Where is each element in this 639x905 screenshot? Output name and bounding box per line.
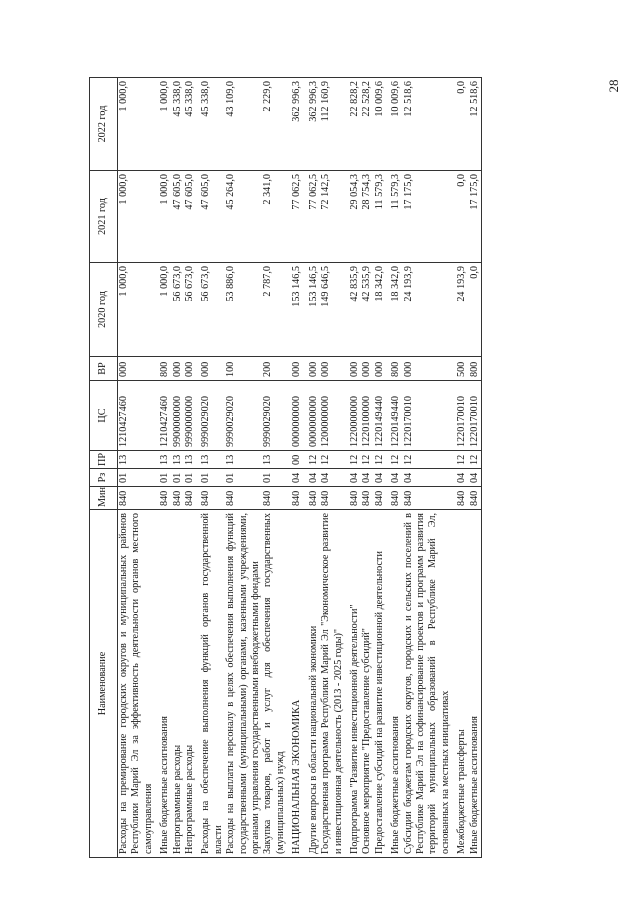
row-min: 840: [287, 487, 303, 510]
row-name: Закупка товаров, работ и услуг для обеспечения государственных (муниципальных) нужд: [262, 510, 287, 858]
header-year-2022: 2022 год: [90, 78, 118, 171]
row-value-2020: 1 000,0: [155, 263, 171, 357]
row-value-2022: 22 528,2: [361, 78, 373, 171]
row-min: 840: [155, 487, 171, 510]
table-row: [225, 78, 262, 858]
row-rz: 04: [386, 469, 402, 487]
table-row: [403, 78, 453, 858]
table-row: [345, 78, 361, 858]
row-value-2022: 45 338,0: [196, 78, 225, 171]
row-cs: 1220149440: [386, 381, 402, 451]
row-min: 840: [452, 487, 468, 510]
row-name: Предоставление субсидий на развитие инвестиционной деятельности: [374, 510, 386, 858]
row-min: 840: [304, 487, 320, 510]
row-pr: 13: [225, 451, 262, 469]
row-value-2021: 0,0: [452, 171, 468, 263]
table-row: [287, 78, 303, 858]
row-value-2020: 42 535,9: [361, 263, 373, 357]
row-pr: 12: [374, 451, 386, 469]
page-number: 28: [606, 79, 621, 93]
row-vr: 000: [196, 357, 225, 381]
row-cs: 9990029020: [225, 381, 262, 451]
row-value-2021: 29 054,3: [345, 171, 361, 263]
row-value-2022: 112 160,9: [320, 78, 345, 171]
row-rz: 01: [155, 469, 171, 487]
row-vr: 000: [184, 357, 196, 381]
row-rz: 04: [469, 469, 482, 487]
row-value-2021: 2 341,0: [262, 171, 287, 263]
row-name: Иные бюджетные ассигнования: [469, 510, 482, 858]
row-pr: 12: [403, 451, 453, 469]
row-min: 840: [386, 487, 402, 510]
row-min: 840: [118, 487, 156, 510]
row-value-2022: 45 338,0: [184, 78, 196, 171]
row-vr: 000: [361, 357, 373, 381]
table-row: [184, 78, 196, 858]
row-vr: 800: [386, 357, 402, 381]
row-name: Расходы на выплаты персоналу в целях обеспечения выполнения функций государственными (муниципальными) органами, казенными учреждениями, органами управления государственными внебюджетными фондами: [225, 510, 262, 858]
row-min: 840: [345, 487, 361, 510]
header-min: Мин: [90, 487, 118, 510]
header-year-2020: 2020 год: [90, 263, 118, 357]
row-vr: 000: [320, 357, 345, 381]
row-rz: 04: [452, 469, 468, 487]
row-value-2020: 18 342,0: [386, 263, 402, 357]
row-name: Расходы на обеспечение выполнения функций органов государственной власти: [196, 510, 225, 858]
table-body: [118, 78, 482, 858]
row-cs: 1210427460: [118, 381, 156, 451]
row-pr: 13: [155, 451, 171, 469]
row-value-2021: 47 605,0: [172, 171, 184, 263]
table-row: [320, 78, 345, 858]
table-row: [118, 78, 156, 858]
row-cs: 1220170010: [452, 381, 468, 451]
row-value-2020: 18 342,0: [374, 263, 386, 357]
row-pr: 13: [184, 451, 196, 469]
row-rz: 01: [262, 469, 287, 487]
row-value-2021: 47 605,0: [184, 171, 196, 263]
row-vr: 000: [374, 357, 386, 381]
row-cs: 0000000000: [304, 381, 320, 451]
row-value-2021: 17 175,0: [469, 171, 482, 263]
row-value-2022: 2 229,0: [262, 78, 287, 171]
table-row: [196, 78, 225, 858]
table-row: [361, 78, 373, 858]
row-min: 840: [196, 487, 225, 510]
row-vr: 100: [225, 357, 262, 381]
row-rz: 01: [196, 469, 225, 487]
row-pr: 00: [287, 451, 303, 469]
row-name: Подпрограмма "Развитие инвестиционной деятельности": [345, 510, 361, 858]
row-value-2020: 56 673,0: [184, 263, 196, 357]
row-value-2020: 2 787,0: [262, 263, 287, 357]
row-vr: 000: [172, 357, 184, 381]
header-vr: ВР: [90, 357, 118, 381]
row-name: Расходы на премирование городских округов и муниципальных районов Республики Марий Эл за эффективность деятельности органов местного самоуправления: [118, 510, 156, 858]
row-value-2020: 56 673,0: [196, 263, 225, 357]
table-header-row: [90, 78, 118, 858]
row-value-2021: 11 579,3: [386, 171, 402, 263]
row-pr: 13: [196, 451, 225, 469]
row-name: Основное мероприятие "Предоставление субсидий": [361, 510, 373, 858]
header-year-2021: 2021 год: [90, 171, 118, 263]
row-min: 840: [172, 487, 184, 510]
row-value-2021: 1 000,0: [118, 171, 156, 263]
row-pr: 13: [172, 451, 184, 469]
row-name: Субсидии бюджетам городских округов, городских и сельских поселений в Республике Марий Эл на софинансирование проектов и программ развития территорий муниципальных образований в Республике Марий Эл, основанных на местных инициативах: [403, 510, 453, 858]
row-value-2020: 24 193,9: [403, 263, 453, 357]
row-value-2021: 77 062,5: [287, 171, 303, 263]
row-cs: 9990029020: [262, 381, 287, 451]
row-cs: 1210427460: [155, 381, 171, 451]
header-cs: ЦС: [90, 381, 118, 451]
row-value-2021: 72 142,5: [320, 171, 345, 263]
row-vr: 500: [452, 357, 468, 381]
row-name: Непрограммные расходы: [172, 510, 184, 858]
table-row: [304, 78, 320, 858]
row-pr: 12: [386, 451, 402, 469]
row-min: 840: [361, 487, 373, 510]
row-min: 840: [225, 487, 262, 510]
row-name: Другие вопросы в области национальной экономики: [304, 510, 320, 858]
row-min: 840: [374, 487, 386, 510]
table-row: [386, 78, 402, 858]
table-row: [262, 78, 287, 858]
header-rz: Рз: [90, 469, 118, 487]
row-value-2022: 1 000,0: [155, 78, 171, 171]
row-name: Государственная программа Республики Марий Эл "Экономическое развитие и инвестиционная деятельность (2013 - 2025 годы)": [320, 510, 345, 858]
row-cs: 0000000000: [287, 381, 303, 451]
row-value-2022: 0,0: [452, 78, 468, 171]
row-value-2020: 153 146,5: [304, 263, 320, 357]
row-vr: 000: [287, 357, 303, 381]
row-value-2022: 12 518,6: [403, 78, 453, 171]
row-rz: 01: [225, 469, 262, 487]
table-row: [469, 78, 482, 858]
row-value-2020: 153 146,5: [287, 263, 303, 357]
row-pr: 12: [361, 451, 373, 469]
row-cs: 9990029020: [196, 381, 225, 451]
row-value-2022: 43 109,0: [225, 78, 262, 171]
row-cs: 9900000000: [172, 381, 184, 451]
row-value-2021: 17 175,0: [403, 171, 453, 263]
row-value-2021: 47 605,0: [196, 171, 225, 263]
row-value-2022: 10 009,6: [386, 78, 402, 171]
row-min: 840: [320, 487, 345, 510]
row-value-2022: 12 518,6: [469, 78, 482, 171]
row-value-2021: 45 264,0: [225, 171, 262, 263]
row-vr: 200: [262, 357, 287, 381]
row-cs: 1220149440: [374, 381, 386, 451]
row-pr: 12: [452, 451, 468, 469]
row-value-2022: 362 996,3: [287, 78, 303, 171]
table-row: [155, 78, 171, 858]
row-rz: 04: [374, 469, 386, 487]
row-vr: 800: [155, 357, 171, 381]
row-value-2021: 77 062,5: [304, 171, 320, 263]
row-value-2020: 24 193,9: [452, 263, 468, 357]
row-cs: 1200000000: [320, 381, 345, 451]
row-cs: 1220000000: [345, 381, 361, 451]
row-vr: 800: [469, 357, 482, 381]
table-row: [374, 78, 386, 858]
budget-table: [89, 77, 482, 858]
row-pr: 12: [320, 451, 345, 469]
row-value-2021: 11 579,3: [374, 171, 386, 263]
row-name: Иные бюджетные ассигнования: [386, 510, 402, 858]
row-value-2020: 149 646,5: [320, 263, 345, 357]
row-cs: 1220170010: [469, 381, 482, 451]
row-value-2020: 42 835,9: [345, 263, 361, 357]
row-pr: 13: [262, 451, 287, 469]
row-rz: 04: [345, 469, 361, 487]
row-rz: 01: [118, 469, 156, 487]
row-min: 840: [184, 487, 196, 510]
row-rz: 04: [403, 469, 453, 487]
row-name: НАЦИОНАЛЬНАЯ ЭКОНОМИКА: [287, 510, 303, 858]
row-vr: 000: [345, 357, 361, 381]
row-min: 840: [469, 487, 482, 510]
row-value-2022: 45 338,0: [172, 78, 184, 171]
row-value-2020: 0,0: [469, 263, 482, 357]
row-value-2020: 1 000,0: [118, 263, 156, 357]
row-value-2021: 28 754,3: [361, 171, 373, 263]
row-rz: 04: [320, 469, 345, 487]
header-pr: ПР: [90, 451, 118, 469]
row-min: 840: [403, 487, 453, 510]
header-name: Наименование: [90, 510, 118, 858]
row-pr: 12: [469, 451, 482, 469]
row-rz: 04: [361, 469, 373, 487]
row-pr: 13: [118, 451, 156, 469]
row-rz: 01: [184, 469, 196, 487]
row-rz: 04: [304, 469, 320, 487]
row-value-2022: 362 996,3: [304, 78, 320, 171]
row-name: Непрограммные расходы: [184, 510, 196, 858]
row-value-2020: 56 673,0: [172, 263, 184, 357]
row-value-2022: 22 828,2: [345, 78, 361, 171]
row-cs: 1220170010: [403, 381, 453, 451]
row-rz: 01: [172, 469, 184, 487]
row-cs: 1220100000: [361, 381, 373, 451]
row-cs: 9990000000: [184, 381, 196, 451]
row-vr: 000: [304, 357, 320, 381]
row-value-2021: 1 000,0: [155, 171, 171, 263]
row-rz: 04: [287, 469, 303, 487]
table-row: [172, 78, 184, 858]
row-name: Иные бюджетные ассигнования: [155, 510, 171, 858]
row-value-2022: 1 000,0: [118, 78, 156, 171]
row-pr: 12: [304, 451, 320, 469]
row-pr: 12: [345, 451, 361, 469]
rotated-page-content: [89, 78, 636, 858]
row-name: Межбюджетные трансферты: [452, 510, 468, 858]
table-row: [452, 78, 468, 858]
row-vr: 000: [403, 357, 453, 381]
row-min: 840: [262, 487, 287, 510]
row-vr: 000: [118, 357, 156, 381]
row-value-2020: 53 886,0: [225, 263, 262, 357]
row-value-2022: 10 009,6: [374, 78, 386, 171]
